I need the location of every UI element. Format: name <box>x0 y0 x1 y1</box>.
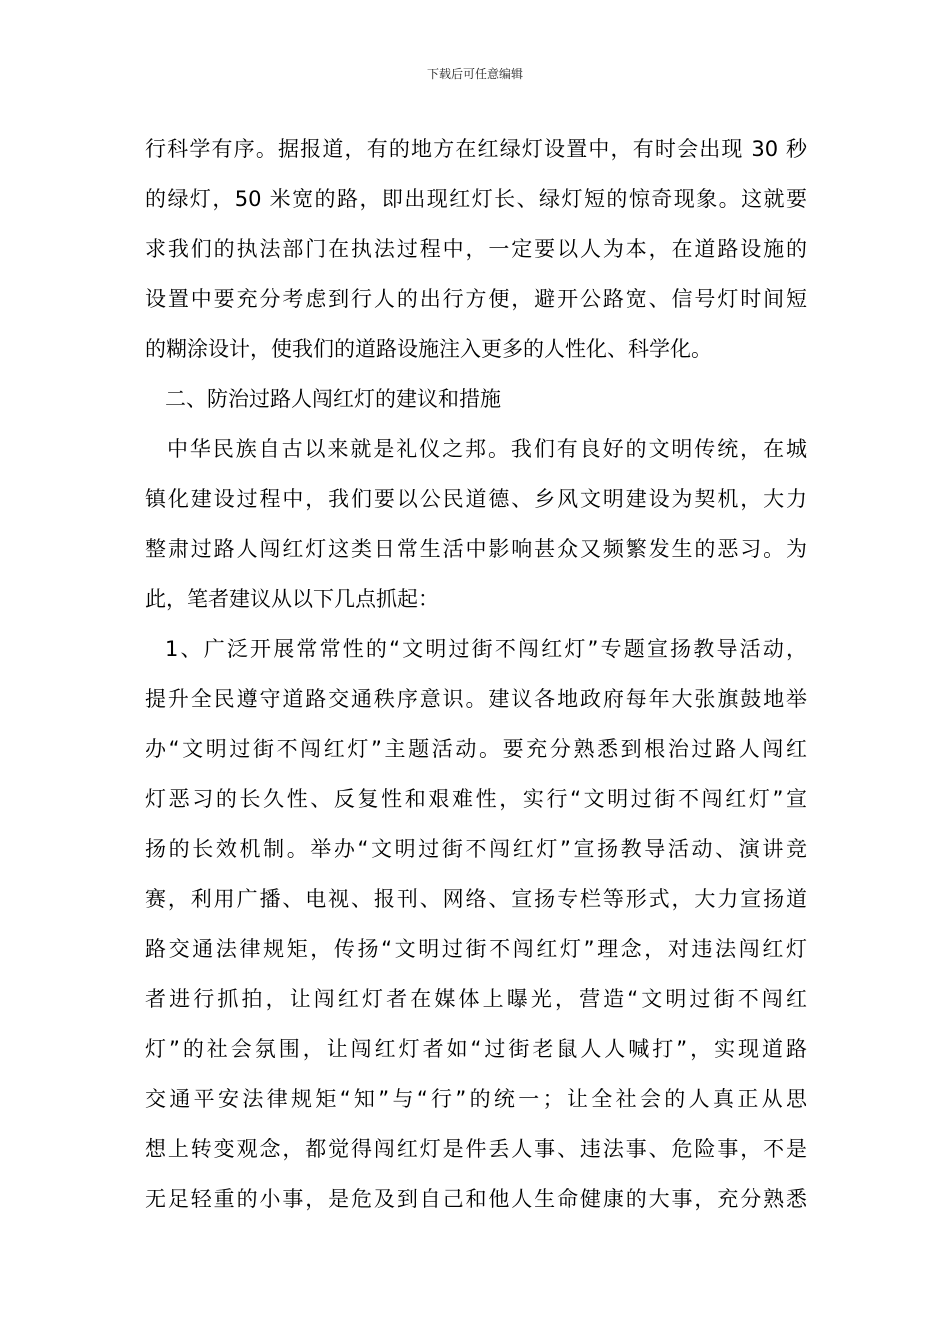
text-line: 设置中要充分考虑到行人的出行方便，避开公路宽、信号灯时间短 <box>145 287 807 311</box>
text-line: 提升全民遵守道路交通秩序意识。建议各地政府每年大张旗鼓地举 <box>145 687 807 711</box>
text-line: 者进行抓拍，让闯红灯者在媒体上曝光，营造“文明过街不闯红 <box>145 987 807 1011</box>
text-line: 办“文明过街不闯红灯”主题活动。要充分熟悉到根治过路人闯红 <box>145 737 807 761</box>
text-line: 交通平安法律规矩“知”与“行”的统一；让全社会的人真正从思 <box>145 1087 807 1111</box>
text-line: 路交通法律规矩，传扬“文明过街不闯红灯”理念，对违法闯红灯 <box>145 937 807 961</box>
text-line: 灯恶习的长久性、反复性和艰难性，实行“文明过街不闯红灯”宣 <box>145 787 807 811</box>
text-line: 的绿灯，50 米宽的路，即出现红灯长、绿灯短的惊奇现象。这就要 <box>145 187 807 211</box>
text-line: 镇化建设过程中，我们要以公民道德、乡风文明建设为契机，大力 <box>145 487 807 511</box>
text-line: 灯”的社会氛围，让闯红灯者如“过街老鼠人人喊打”，实现道路 <box>145 1037 807 1061</box>
text-line: 此，笔者建议从以下几点抓起： <box>145 587 439 611</box>
text-line: 中华民族自古以来就是礼仪之邦。我们有良好的文明传统，在城 <box>167 437 807 461</box>
text-line: 扬的长效机制。举办“文明过街不闯红灯”宣扬教导活动、演讲竞 <box>145 837 807 861</box>
text-line: 赛，利用广播、电视、报刊、网络、宣扬专栏等形式，大力宣扬道 <box>145 887 807 911</box>
text-line: 想上转变观念，都觉得闯红灯是件丢人事、违法事、危险事，不是 <box>145 1137 807 1161</box>
text-line: 的糊涂设计，使我们的道路设施注入更多的人性化、科学化。 <box>145 337 712 361</box>
text-line: 求我们的执法部门在执法过程中，一定要以人为本，在道路设施的 <box>145 237 807 261</box>
body-text <box>145 124 807 1224</box>
text-line: 行科学有序。据报道，有的地方在红绿灯设置中，有时会出现 30 秒 <box>145 137 807 161</box>
section-heading: 二、防治过路人闯红灯的建议和措施 <box>165 387 501 411</box>
page-header: 下载后可任意编辑 <box>426 67 523 81</box>
text-line: 整肃过路人闯红灯这类日常生活中影响甚众又频繁发生的恶习。为 <box>145 537 807 561</box>
text-line: 无足轻重的小事，是危及到自己和他人生命健康的大事，充分熟悉 <box>145 1187 807 1211</box>
text-line: 1、广泛开展常常性的“文明过街不闯红灯”专题宣扬教导活动， <box>165 637 807 661</box>
